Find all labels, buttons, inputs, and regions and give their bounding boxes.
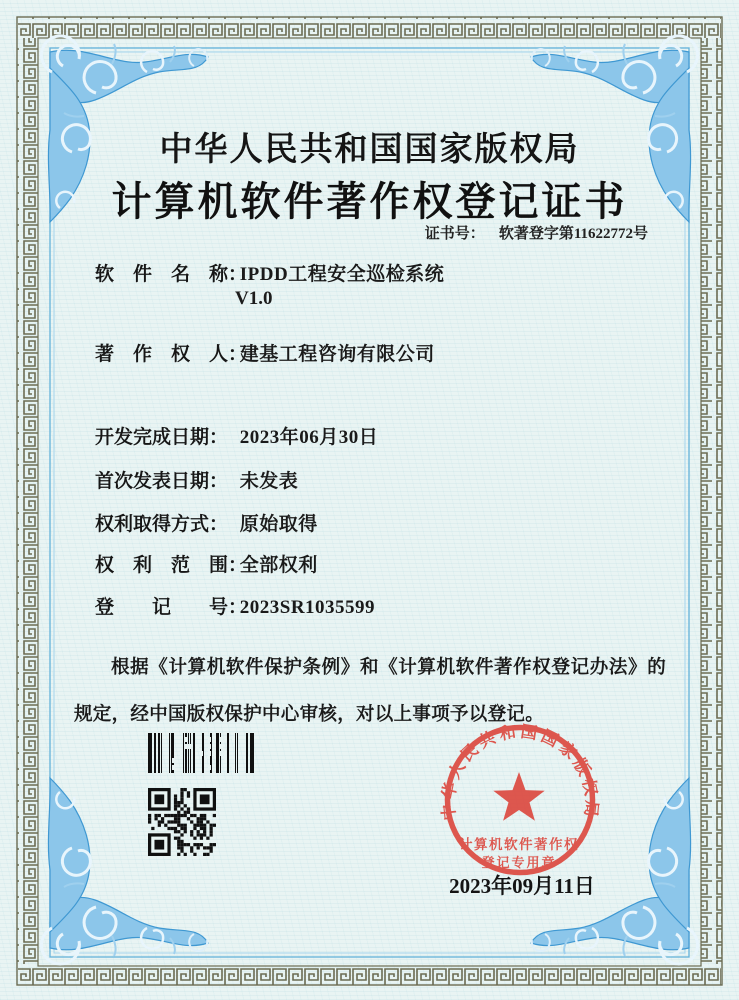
field-value: 2023SR1035599	[239, 597, 376, 618]
field-acquisition-method	[95, 509, 318, 536]
field-software-version: V1.0	[235, 288, 273, 309]
field-label: 著 作 权 人：	[95, 344, 248, 365]
field-value: 原始取得	[239, 514, 318, 535]
certificate-number	[425, 222, 648, 243]
field-label: 开发完成日期：	[95, 427, 229, 448]
field-first-publication	[95, 466, 298, 493]
field-value: 建基工程咨询有限公司	[239, 344, 435, 365]
field-value: 全部权利	[239, 555, 318, 576]
field-software-name	[95, 259, 444, 286]
certificate-number-label: 证书号：	[424, 226, 485, 242]
seal-arc-text: 中华人民共和国国家版权局	[438, 721, 602, 822]
registration-statement: 根据《计算机软件保护条例》和《计算机软件著作权登记办法》的规定，经中国版权保护中心审核，对以上事项予以登记。	[74, 657, 666, 725]
field-registration-number	[95, 592, 375, 619]
certificate-number-value: 软著登字第11622772号	[498, 226, 648, 242]
field-label: 权利取得方式：	[95, 514, 229, 535]
field-copyright-owner	[95, 339, 435, 366]
field-rights-scope	[95, 550, 318, 577]
field-value: 未发表	[239, 471, 299, 492]
field-label: 首次发表日期：	[95, 471, 229, 492]
field-value: IPDD工程安全巡检系统	[239, 264, 445, 285]
seal-line1: 计算机软件著作权	[459, 837, 579, 852]
issue-date: 2023年09月11日	[449, 874, 595, 898]
seal-line2: 登记专用章	[481, 855, 557, 870]
field-completion-date	[95, 422, 378, 449]
field-label: 软 件 名 称：	[95, 264, 248, 285]
field-label: 权 利 范 围：	[95, 555, 248, 576]
issuer-title: 中华人民共和国国家版权局	[159, 132, 580, 168]
field-value: 2023年06月30日	[239, 427, 379, 448]
certificate-title: 计算机软件著作权登记证书	[111, 179, 628, 224]
field-label: 登 记 号：	[95, 597, 248, 618]
